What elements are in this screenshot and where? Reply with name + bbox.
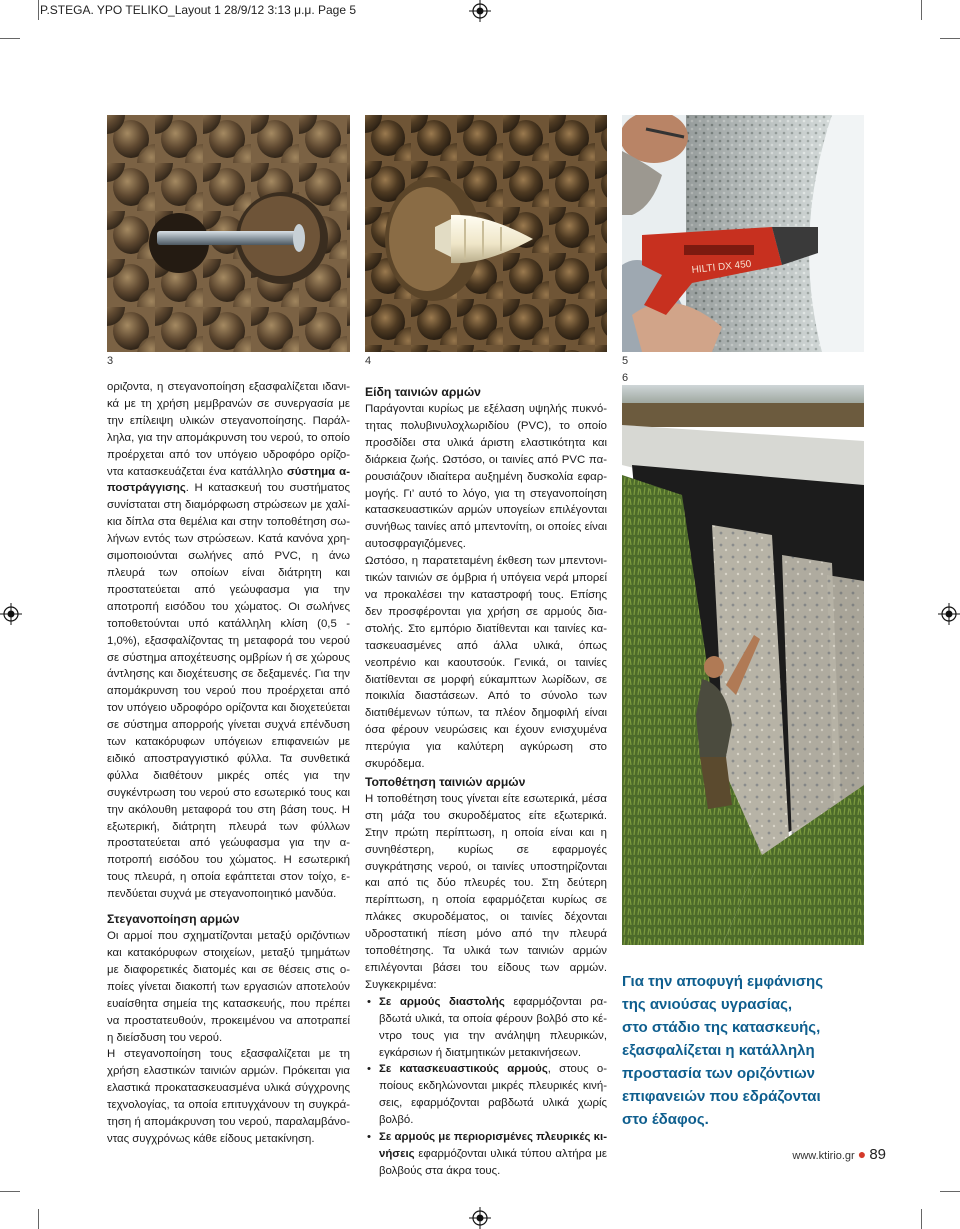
joint-types-list (365, 994, 607, 1180)
bullet-dot-icon: ● (857, 1146, 867, 1162)
section-heading: Στεγανοποίηση αρμών (107, 912, 240, 927)
photo-number: 3 (107, 355, 114, 367)
body-paragraph: Η τοποθέτηση τους γίνεται είτε εσωτερικά, μέσα στη μάζα του σκυροδέματος είτε εξωτερικά. Στην πρώτη περίπτωση, η οποία είναι και η συνηθέστερη, κυρίως σε εφαρμογές συγκράτησης νερού, οι ταινίες υποστηρίζονται και από τις δύο πλευρές του. Στη δεύτερη περίπτωση, η οποία εφαρμόζεται κυρίως σε πλάκες σκυροδέματος, οι ταινίες δέχονται υδροστατική πίεση μόνο από την πλευρά τοποθέτησης. Τα υλικά των ταινιών αρμών επιλέγονται βάσει του είδους των αρμών. Συγκεκριμένα: (365, 792, 607, 991)
section-heading: Είδη ταινιών αρμών (365, 385, 481, 399)
crop-mark (921, 1209, 922, 1229)
crop-mark (940, 1191, 960, 1192)
body-paragraph: Η στεγανοποίηση τους εξασφαλίζεται με τη χρήση ελαστικών ταινιών αρμών. Πρόκειται για ελαστικά προκατασκευασμένα υλικά σύγχρονης τεχνολογίας, τα οποία επιτυγχάνουν τη συγκράτηση ή απομάκρυνση του νερού, παραλαμβάνοντας συγχρόνως κάθε είδους μετακίνηση. (107, 1048, 350, 1145)
registration-mark-icon (938, 603, 960, 625)
pull-quote: Για την αποφυγή εμφάνισης της ανιούσας υγρασίας, στο στάδιο της κατασκευής, εξασφαλίζεται η κατάλληλη προστασία των οριζόντιων επιφανειών που εδράζονται στο έδαφος. (622, 973, 824, 1128)
body-paragraph: Παράγονται κυρίως με εξέλαση υψηλής πυκνότητας πολυβινυλοχλωριδίου (PVC), το οποίο προσδίδει στα υλικά άριστη ελαστικότητα και διάρκεια ζωής. Ωστόσο, οι ταινίες από PVC παρουσιάζουν ιδιαίτερα αυξημένη δυσκολία εφαρμογής. Γι’ αυτό το λόγο, για τη στεγανοποίηση κατασκευαστικών αρμών υπογείων επιλέγονται συνήθως ταινίες από μπεντονίτη, οι οποίες είναι αυτοσφραγιζόμενες. (365, 403, 607, 551)
crop-mark (0, 38, 20, 39)
tool-marking: HILTI DX 450 (691, 258, 752, 276)
body-paragraph: Ωστόσο, η παρατεταμένη έκθεση των μπεντονιτικών ταινιών σε όμβρια ή υπόγεια νερά μπορεί να προκαλέσει την καταστροφή τους. Επίσης δεν προσφέρονται για χρήση σε αρμούς διαστολής. Στο εμπόριο διατίθενται και ταινίες κατασκευασμένες από άλλα υλικά, όπως νεοπρένιο και καουτσούκ. Γενικά, οι ταινίες διατίθενται σε μορφή εύκαμπτων λωρίδων, σε ποικιλία διαστάσεων. Από το σύνολο των διατιθέμενων τύπων, τα πλέον δημοφιλή είναι όσα φέρουν νευρώσεις και έχουν ενισχυμένα πτερύγια για καλύτερη αγκύρωση στο σκυρόδεμα. (365, 555, 607, 771)
photo-number: 4 (365, 355, 372, 367)
slug-line: P.STEGA. YPO TELIKO_Layout 1 28/9/12 3:13 μ.μ. Page 5 (40, 3, 357, 17)
crop-mark (38, 0, 39, 20)
body-paragraph: οριζοντα, η στεγανοποίηση εξασφαλίζεται ιδανικά με τη χρήση μεμβρανών σε συνεργασία με την επίλειψη υλικών στεγανοποίησης. Παράλληλα, για την απομάκρυνση του νερού, το οποίο προέρχεται από τον υπόγειο υδροφόρο ορίζοντα κατασκευάζεται ένα κατάλληλο σύστημα αποστράγγισης. Η κατασκευή του συστήματος συνίσταται στη διαμόρφωση στρώσεων με χαλίκια δίπλα στα θεμέλια και στην τοποθέτηση σωλήνων εντός των στρώσεων. Κατά κανόνα χρησιμοποιούνται σωλήνες από PVC, η άνω πλευρά των οποίων είναι διάτρητη και προστατεύεται από γεώυφασμα για την αποτροπή εισόδου του χώματος. Οι σωλήνες τοποθετούνται υπό κατάλληλη κλίση (0,5 - 1,0%), εξασφαλίζοντας τη μεταφορά του νερού σε σύστημα αποχέτευσης ομβρίων ή σε χώρους άντλησης και διοχέτευσης σε δεξαμενές. Για την απομάκρυνση του νερού που προέρχεται από τον υπόγειο υδροφόρο ορίζοντα και διοχετεύεται σε σύστημα απορροής γίνεται συχνά επένδυση των κατακόρυφων υπόγειων επιφανειών με ειδικό αποστραγγιστικό φύλλα. Τα συνθετικά φύλλα διαθέτουν μικρές οπές για την συγκέντρωση του νερού στο εσωτερικό τους και την ακόλουθη μεταφορά του στη βάση τους. Η εξωτερική, διάτρητη πλευρά των φύλλων προστατεύεται από γεώυφασμα για την αποτροπή εισόδου του χώματος. Η εσωτερική τους πλευρά, η οποία εφάπτεται στον τοίχο, επενδύεται συχνά με στεγανοποιητικό μανδύα. (107, 381, 350, 901)
list-item: • Σε αρμούς με περιορισμένες πλευρικές κινήσεις εφαρμόζονται υλικά τύπου αλτήρα με βολβούς στα άκρα τους. (379, 1129, 607, 1180)
photo-number: 5 (622, 355, 629, 367)
crop-mark (0, 1191, 20, 1192)
footer-url: www.ktirio.gr (792, 1150, 855, 1162)
crop-mark (921, 0, 922, 20)
list-item: • Σε κατασκευαστικούς αρμούς, στους οποίους εκδηλώνονται μικρές πλευρικές κινήσεις, εφαρμόζονται ραβδωτά υλικά χωρίς βολβό. (379, 1061, 607, 1129)
section-heading: Τοποθέτηση ταινιών αρμών (365, 774, 526, 789)
photo-membrane-nail (107, 115, 350, 352)
photo-membrane-plug (365, 115, 607, 352)
body-paragraph: Οι αρμοί που σχηματίζονται μεταξύ οριζόντιων και κατακόρυφων στοιχείων, μεταξύ τμημάτων με διαφορετικές διατομές και σε θέσεις στις οποίες γίνεται διακοπή των εργασιών αποτελούν ευαίσθητα σημεία της κατασκευής, που πρέπει να προστατευθούν, προκειμένου να αποτραπεί η διείσδυση του νερού. (107, 930, 350, 1044)
page-number: 89 (869, 1146, 886, 1163)
registration-mark-icon (469, 1207, 491, 1229)
crop-mark (940, 38, 960, 39)
middle-text-column (365, 383, 607, 1180)
crop-mark (38, 1209, 39, 1229)
left-text-column (107, 379, 350, 1148)
page-footer (792, 1146, 886, 1163)
photo-nail-gun (622, 115, 864, 352)
list-item: • Σε αρμούς διαστολής εφαρμόζονται ραβδωτά υλικά, τα οποία φέρουν βολβό στο κέντρο τους για την ανάληψη πλευρικών, εγκάρσιων ή διατμητικών μετακινήσεων. (379, 994, 607, 1062)
registration-mark-icon (0, 603, 22, 625)
photo-foundation-wall (622, 385, 864, 945)
registration-mark-icon (469, 0, 491, 22)
photo-number: 6 (622, 372, 629, 384)
